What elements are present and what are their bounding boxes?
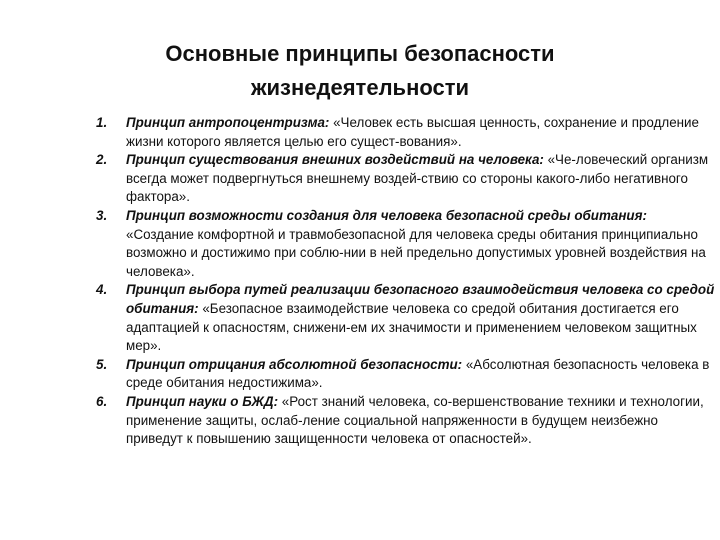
principle-item-6 <box>92 393 718 449</box>
principle-number: 1. <box>96 115 108 130</box>
principles-list <box>92 114 718 449</box>
principle-item-2 <box>92 151 718 207</box>
principle-number: 5. <box>96 356 108 372</box>
principle-text: «Че-ловеческий организм всегда может подвергнуться внешнему воздей-ствию со стороны какого-либо негативного фактора». <box>126 152 709 205</box>
principle-item-1 <box>92 114 718 151</box>
principle-text: «Абсолютная безопасность человека в среде обитания недостижима». <box>126 356 710 391</box>
principle-item-5 <box>92 356 718 393</box>
principle-number: 2. <box>96 152 108 168</box>
title-line-1: Основные принципы безопасности <box>165 40 555 66</box>
principle-text: «Человек есть высшая ценность, сохранение и продление жизни которого является целью его сущест-вования». <box>126 115 699 149</box>
title-line-2: жизнедеятельности <box>250 74 470 100</box>
principle-name: Принцип существования внешних воздействий на человека: <box>126 152 544 168</box>
principle-name: Принцип антропоцентризма: <box>126 115 330 130</box>
principle-item-3 <box>92 207 718 281</box>
principle-text: «Безопасное взаимодействие человека со средой обитания достигается его адаптацией к опасностям, снижени-ем их значимости и применением человеком защитных мер». <box>126 300 697 354</box>
principle-item-4 <box>92 281 718 355</box>
principle-name: Принцип отрицания абсолютной безопасности: <box>126 356 463 372</box>
principle-name: Принцип возможности создания для человека безопасной среды обитания: <box>126 207 647 223</box>
principle-number: 6. <box>96 393 108 409</box>
principle-number: 3. <box>96 207 108 223</box>
principle-text: «Создание комфортной и травмобезопасной для человека среды обитания принципиально возможно и достижимо при соблю-нии в ней предельно допустимых уровней воздействия на человека». <box>126 226 706 279</box>
principle-name: Принцип выбора путей реализации безопасного взаимодействия человека со средой обитания: <box>126 282 715 316</box>
principle-number: 4. <box>96 282 108 298</box>
principle-text: «Рост знаний человека, со-вершенствование техники и технологии, применение защиты, ослаб-ление социальной напряженности в будущем неизбежно приведут к повышению защищенности человека от опасностей». <box>126 393 704 447</box>
principle-name: Принцип науки о БЖД: <box>126 393 279 409</box>
slide-title <box>0 37 720 105</box>
